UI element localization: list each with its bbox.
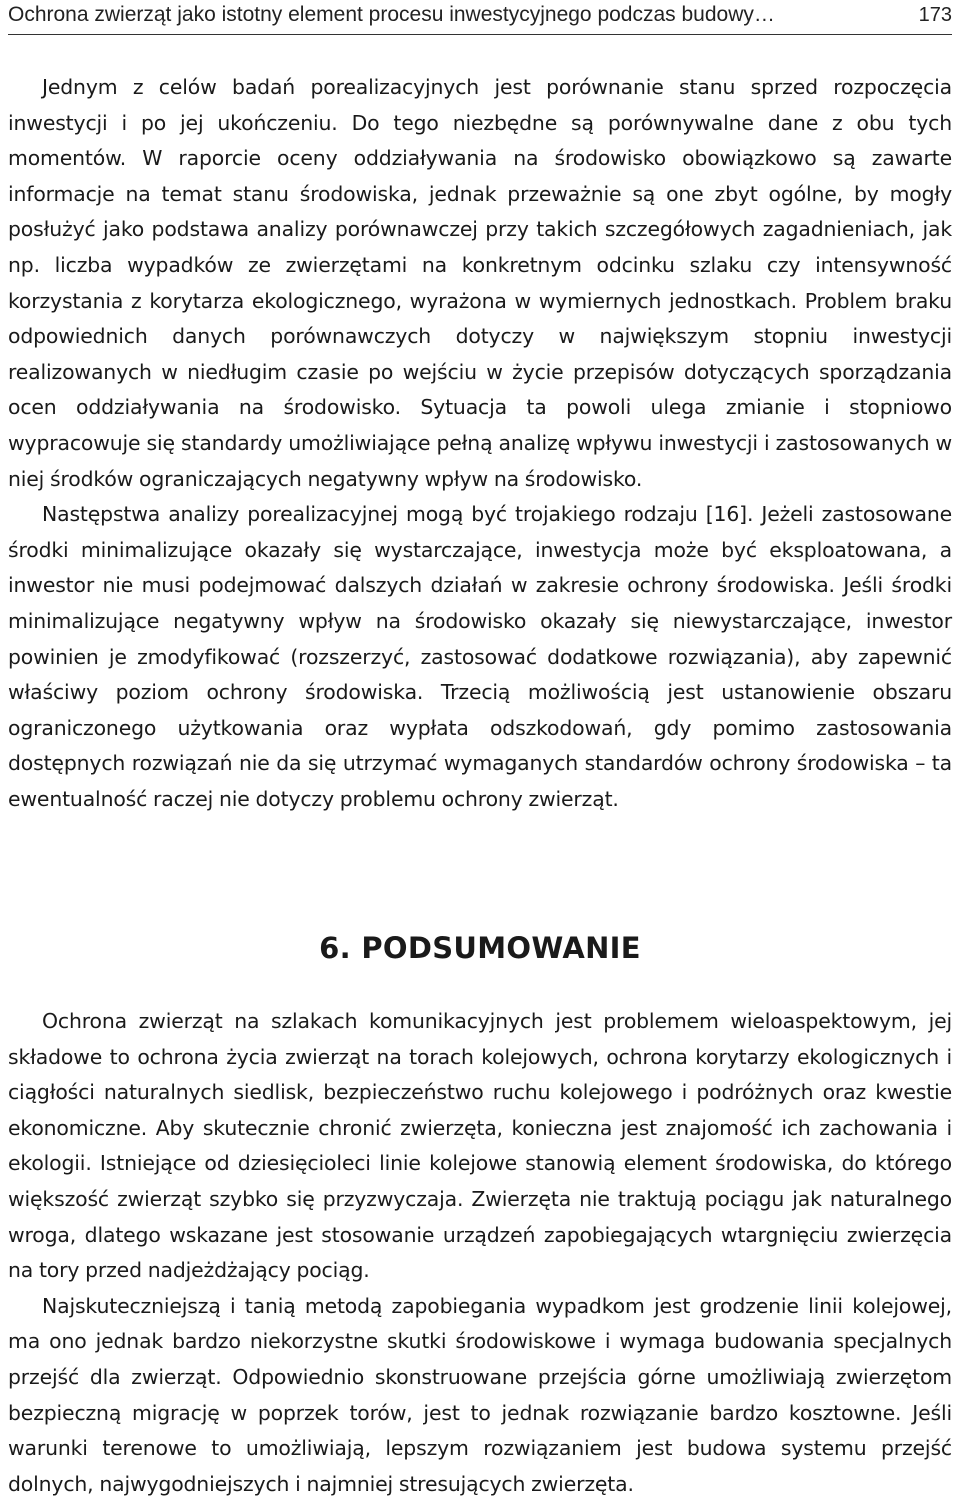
running-header [8,0,952,35]
paragraph-post-implementation-comparison: Jednym z celów badań porealizacyjnych jest porównanie stanu sprzed rozpoczęcia inwestycji i po jej ukończeniu. Do tego niezbędne są porównywalne dane z obu tych momentów. W raporcie oceny oddziaływania na środowisko obowiązkowo są zawarte informacje na temat stanu środowiska, jednak przeważnie są one zbyt ogólne, by mogły posłużyć jako podstawa analizy porównawczej przy takich szczegółowych zagadnieniach, jak np. liczba wypadków ze zwierzętami na konkretnym odcinku szlaku czy intensywność korzystania z korytarza ekologicznego, wyrażona w wymiernych jednostkach. Problem braku odpowiednich danych porównawczych dotyczy w największym stopniu inwestycji realizowanych w niedługim czasie po wejściu w życie przepisów dotyczących sporządzania ocen oddziaływania na środowisko. Sytuacja ta powoli ulega zmianie i stopniowo wypracowuje się standardy umożliwiające pełną analizę wpływu inwestycji i zastosowanych w niej środków ograniczających negatywny wpływ na środowisko. [8,75,952,491]
body-text-summary [8,1004,952,1502]
section-heading-summary: 6. PODSUMOWANIE [319,931,641,965]
page-number: 173 [918,4,952,26]
body-text-before-summary [8,70,952,817]
running-title: Ochrona zwierząt jako istotny element procesu inwestycyjnego podczas budowy… [8,3,775,26]
paragraph-analysis-consequences: Następstwa analizy porealizacyjnej mogą być trojakiego rodzaju [16]. Jeżeli zastosowane środki minimalizujące okazały się wystarczające, inwestycja może być eksploatowana, a inwestor nie musi podejmować dalszych działań w zakresie ochrony środowiska. Jeśli środki minimalizujące negatywny wpływ na środowisko okazały się niewystarczające, inwestor powinien je zmodyfikować (rozszerzyć, zastosować dodatkowe rozwiązania), aby zapewnić właściwy poziom ochrony środowiska. Trzecią możliwością jest ustanowienie obszaru ograniczonego użytkowania oraz wypłata odszkodowań, gdy pomimo zastosowania dostępnych rozwiązań nie da się utrzymać wymaganych standardów ochrony środowiska – ta ewentualność raczej nie dotyczy problemu ochrony zwierząt. [8,502,952,811]
paragraph-summary-multifaceted: Ochrona zwierząt na szlakach komunikacyjnych jest problemem wieloaspektowym, jej składowe to ochrona życia zwierząt na torach kolejowych, ochrona korytarzy ekologicznych i ciągłości naturalnych siedlisk, bezpieczeństwo ruchu kolejowego i podróżnych oraz kwestie ekonomiczne. Aby skutecznie chronić zwierzęta, konieczna jest znajomość ich zachowania i ekologii. Istniejące od dziesięcioleci linie kolejowe stanowią element środowiska, do którego większość zwierząt szybko się przyzwyczaja. Zwierzęta nie traktują pociągu jak naturalnego wroga, dlatego wskazane jest stosowanie urządzeń zapobiegających wtargnięciu zwierzęcia na tory przed nadjeżdżający pociąg. [8,1009,952,1283]
paragraph-summary-fencing-crossings: Najskuteczniejszą i tanią metodą zapobiegania wypadkom jest grodzenie linii kolejowej, ma ono jednak bardzo niekorzystne skutki środowiskowe i wymaga budowania specjalnych przejść dla zwierząt. Odpowiednio skonstruowane przejścia górne umożliwiają zwierzętom bezpieczną migrację w poprzek torów, jest to jednak rozwiązanie bardzo kosztowne. Jeśli warunki terenowe to umożliwiają, lepszym rozwiązaniem jest budowa systemu przejść dolnych, najwygodniejszych i najmniej stresujących zwierzęta. [8,1293,952,1496]
